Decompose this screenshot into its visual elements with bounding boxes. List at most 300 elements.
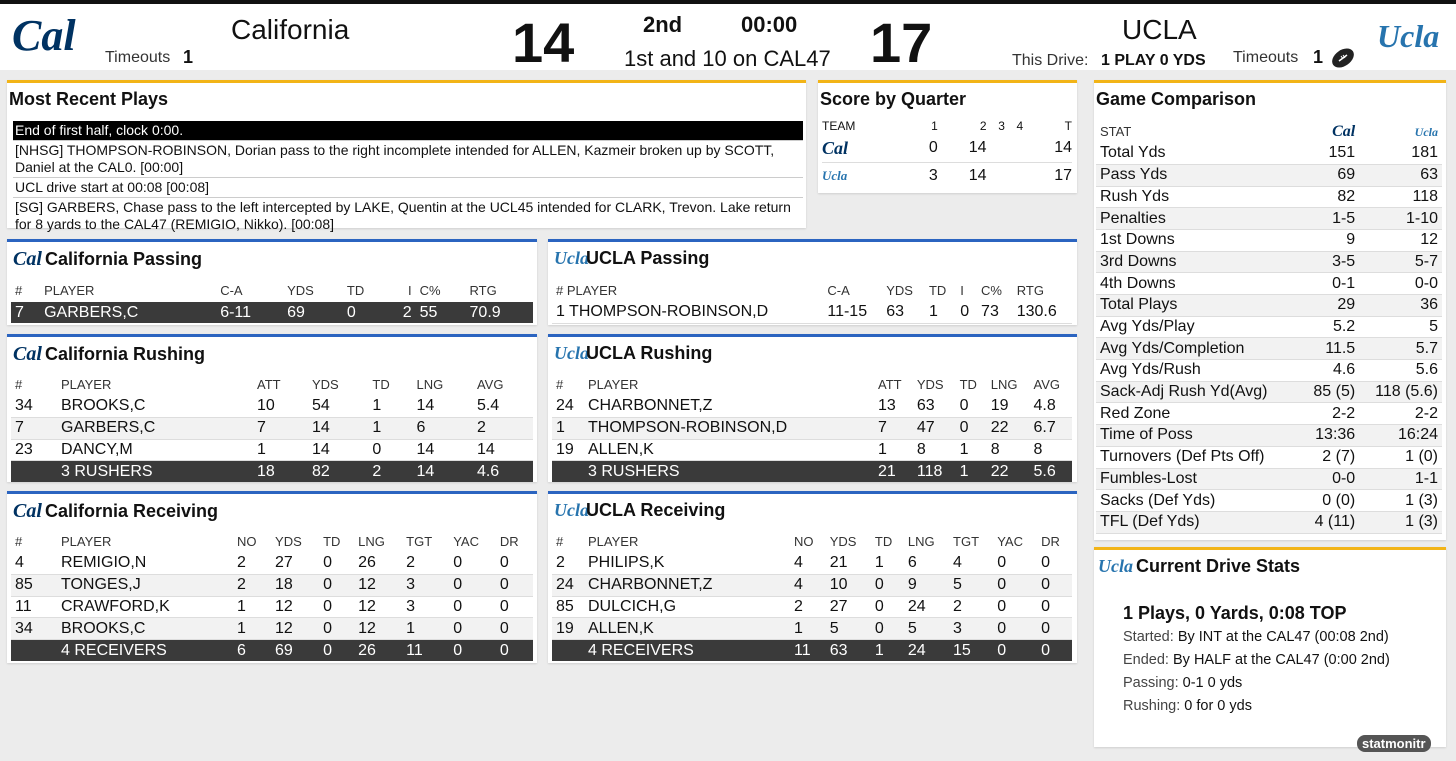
col-header: TGT — [953, 534, 980, 550]
stat-value: 2 (7) — [1301, 446, 1359, 468]
cal-logo: Cal — [13, 500, 42, 522]
cell: 63 — [826, 639, 871, 661]
col-header: PLAYER — [61, 534, 112, 550]
cell: 4 RECEIVERS — [57, 639, 233, 661]
cell: 85 — [552, 596, 584, 618]
col-header: AVG — [1033, 377, 1061, 393]
table-row — [552, 417, 1072, 439]
col-header: YDS — [275, 534, 302, 550]
stat-name: Avg Yds/Rush — [1096, 360, 1301, 382]
cell: 82 — [308, 461, 368, 483]
stat-value: 5.6 — [1359, 360, 1442, 382]
started-label: Started: — [1123, 629, 1174, 645]
col-header — [1359, 121, 1442, 143]
home-score: 17 — [870, 11, 933, 74]
comparison-row — [1096, 273, 1442, 295]
col-header: YDS — [287, 283, 314, 299]
cal-passing-title: California Passing — [45, 249, 203, 269]
cell — [552, 639, 584, 661]
cell: 6 — [904, 553, 949, 575]
q-cell — [1005, 162, 1023, 189]
ucla-passing-table — [552, 280, 1072, 324]
play-item: [NHSG] THOMPSON-ROBINSON, Dorian pass to the right incomplete intended for ALLEN, Kazmeir broken up by SCOTT, Daniel at the CAL0. [00:00] — [13, 141, 803, 178]
cell: 19 — [552, 618, 584, 640]
cell: 4 — [11, 553, 57, 575]
cell: 0 — [449, 596, 496, 618]
cell: 12 — [271, 596, 319, 618]
table-row — [11, 553, 533, 575]
drive-details — [1123, 600, 1441, 718]
cell: 73 — [977, 302, 1013, 324]
stat-value: 2-2 — [1301, 403, 1359, 425]
cal-receiving-table — [11, 531, 533, 661]
table-row — [11, 574, 533, 596]
stat-value: 16:24 — [1359, 425, 1442, 447]
stat-value: 0-0 — [1359, 273, 1442, 295]
col-header: RTG — [469, 283, 497, 299]
stat-value: 118 — [1359, 186, 1442, 208]
home-timeouts: 1 — [1313, 47, 1324, 67]
cell: 7 — [11, 417, 57, 439]
cell: 0 — [496, 618, 533, 640]
cell: 8 — [913, 439, 956, 461]
stat-value: 63 — [1359, 164, 1442, 186]
cell: 118 — [913, 461, 956, 483]
stat-value: 4.6 — [1301, 360, 1359, 382]
col-header: C-A — [220, 283, 243, 299]
cell — [552, 461, 584, 483]
cell: 0 — [956, 302, 977, 324]
stat-value: 36 — [1359, 295, 1442, 317]
col-header: TD — [323, 534, 341, 550]
stat-value: 5 — [1359, 316, 1442, 338]
score-by-quarter-panel — [818, 80, 1077, 193]
q-header: 4 — [1016, 119, 1024, 133]
q-header: 2 — [979, 119, 987, 133]
cell: 6.7 — [1030, 417, 1072, 439]
cal-logo: Cal — [13, 248, 42, 270]
game-clock: 00:00 — [741, 12, 798, 37]
cell: 0 — [993, 574, 1037, 596]
col-header: TD — [346, 283, 365, 299]
cell: 6-11 — [216, 302, 283, 324]
cell: 0 — [496, 553, 533, 575]
stat-value: 5.7 — [1359, 338, 1442, 360]
cal-rushing-table — [11, 374, 533, 482]
cell: 1 THOMPSON-ROBINSON,D — [552, 302, 823, 324]
stat-value: 0-1 — [1301, 273, 1359, 295]
stat-value: 151 — [1301, 143, 1359, 165]
cell: 2 — [949, 596, 993, 618]
cell: CRAWFORD,K — [57, 596, 233, 618]
comparison-row — [1096, 468, 1442, 490]
down-distance: 1st and 10 on CAL47 — [624, 46, 831, 71]
ucla-passing-panel — [548, 239, 1077, 325]
table-row — [552, 396, 1072, 418]
cell: BROOKS,C — [57, 396, 253, 418]
q-header: T — [1064, 119, 1072, 133]
cell: 0 — [956, 417, 987, 439]
cell: 0 — [1037, 553, 1072, 575]
play-item: End of first half, clock 0:00. — [13, 121, 803, 141]
comparison-row — [1096, 295, 1442, 317]
stat-value: 5-7 — [1359, 251, 1442, 273]
stat-value: 85 (5) — [1301, 381, 1359, 403]
cell: GARBERS,C — [40, 302, 216, 324]
cell: 0 — [1037, 639, 1072, 661]
cell: 0 — [993, 596, 1037, 618]
home-timeouts-label: Timeouts — [1233, 49, 1299, 66]
cell: 9 — [904, 574, 949, 596]
comparison-row — [1096, 425, 1442, 447]
stat-name: Penalties — [1096, 208, 1301, 230]
cell: 2 — [790, 596, 826, 618]
stat-header: STAT — [1100, 124, 1132, 140]
cell — [11, 639, 57, 661]
current-drive-title: Current Drive Stats — [1136, 556, 1301, 576]
cell: 18 — [271, 574, 319, 596]
cell: 27 — [271, 553, 319, 575]
table-row — [552, 302, 1072, 324]
cell: CHARBONNET,Z — [584, 396, 874, 418]
cell: 0 — [319, 618, 354, 640]
ucla-logo: Ucla — [554, 343, 589, 363]
cell: 15 — [949, 639, 993, 661]
rushing-value: 0 for 0 yds — [1184, 698, 1252, 714]
cell: 4.6 — [473, 461, 533, 483]
stat-value: 69 — [1301, 164, 1359, 186]
comparison-row — [1096, 229, 1442, 251]
stat-value: 0 (0) — [1301, 490, 1359, 512]
cell: 0 — [956, 396, 987, 418]
cell: 12 — [354, 618, 402, 640]
ucla-rushing-panel — [548, 334, 1077, 482]
cell: 14 — [308, 439, 368, 461]
col-header: # — [556, 534, 564, 550]
comparison-row — [1096, 360, 1442, 382]
cell: 0 — [449, 618, 496, 640]
cell: 5.6 — [1030, 461, 1072, 483]
cell: 24 — [904, 639, 949, 661]
comparison-row — [1096, 251, 1442, 273]
total-row — [552, 639, 1072, 661]
cell: 14 — [413, 439, 473, 461]
q-cell: 14 — [968, 139, 987, 157]
col-header: YAC — [453, 534, 479, 550]
cell: 14 — [413, 461, 473, 483]
col-header: RTG — [1016, 283, 1044, 299]
cell: DULCICH,G — [584, 596, 790, 618]
comparison-row — [1096, 208, 1442, 230]
cell: 34 — [11, 396, 57, 418]
started-value: By INT at the CAL47 (00:08 2nd) — [1177, 629, 1389, 645]
cell: 3 RUSHERS — [57, 461, 253, 483]
cell: ALLEN,K — [584, 618, 790, 640]
q-cell — [987, 162, 1005, 189]
stat-value: 2-2 — [1359, 403, 1442, 425]
cell: 22 — [987, 461, 1030, 483]
cell: ALLEN,K — [584, 439, 874, 461]
recent-plays-list — [13, 121, 803, 234]
stat-value: 11.5 — [1301, 338, 1359, 360]
cell: 2 — [368, 461, 412, 483]
current-drive-panel — [1094, 547, 1446, 747]
passing-value: 0-1 0 yds — [1182, 675, 1243, 691]
table-row — [11, 302, 533, 324]
cell: 21 — [874, 461, 913, 483]
stat-name: Avg Yds/Completion — [1096, 338, 1301, 360]
q-cell: 17 — [1054, 166, 1072, 184]
cell: 5 — [904, 618, 949, 640]
col-header: C% — [981, 283, 1002, 299]
cal-rushing-title: California Rushing — [45, 344, 206, 364]
cell: 4.8 — [1030, 396, 1072, 418]
cell: 1 — [233, 596, 271, 618]
col-header: TD — [928, 283, 947, 299]
cell: 69 — [283, 302, 343, 324]
cell: 10 — [826, 574, 871, 596]
col-header: # PLAYER — [556, 283, 618, 299]
cell: 0 — [368, 439, 412, 461]
cell: 0 — [1037, 618, 1072, 640]
stat-value: 1 (0) — [1359, 446, 1442, 468]
cell: 6 — [233, 639, 271, 661]
stat-value: 118 (5.6) — [1359, 381, 1442, 403]
comparison-row — [1096, 511, 1442, 533]
col-header: I — [408, 283, 412, 299]
cell: PHILIPS,K — [584, 553, 790, 575]
cal-logo: Cal — [12, 11, 76, 60]
cell: 26 — [354, 553, 402, 575]
ucla-logo: Ucla — [1414, 124, 1438, 139]
comparison-row — [1096, 186, 1442, 208]
cell: 55 — [416, 302, 466, 324]
col-header: AVG — [476, 377, 504, 393]
col-header — [1301, 121, 1359, 143]
cell: 6 — [413, 417, 473, 439]
cell: 1 — [925, 302, 956, 324]
cal-logo: Cal — [1332, 122, 1356, 140]
comparison-row — [1096, 316, 1442, 338]
stat-name: Time of Poss — [1096, 425, 1301, 447]
stat-name: Avg Yds/Play — [1096, 316, 1301, 338]
cell: GARBERS,C — [57, 417, 253, 439]
cell: 21 — [826, 553, 871, 575]
stat-name: Turnovers (Def Pts Off) — [1096, 446, 1301, 468]
cell: 18 — [253, 461, 308, 483]
stat-name: Red Zone — [1096, 403, 1301, 425]
cell: 0 — [319, 574, 354, 596]
cell: 4 RECEIVERS — [584, 639, 790, 661]
ucla-logo: Ucla — [554, 248, 589, 268]
q-cell: 0 — [928, 139, 938, 157]
cell: 13 — [874, 396, 913, 418]
table-row — [11, 618, 533, 640]
stat-value: 1 (3) — [1359, 490, 1442, 512]
col-header: TD — [372, 377, 390, 393]
q-cell: 14 — [968, 166, 987, 184]
cell: 4 — [949, 553, 993, 575]
cell: 47 — [913, 417, 956, 439]
cell: 1 — [233, 618, 271, 640]
cell: 11-15 — [823, 302, 882, 324]
away-team-name: California — [231, 14, 350, 45]
cell: BROOKS,C — [57, 618, 233, 640]
cell: 0 — [496, 596, 533, 618]
cal-passing-panel — [7, 239, 537, 325]
cell: 0 — [449, 639, 496, 661]
stat-name: 4th Downs — [1096, 273, 1301, 295]
col-header: TGT — [406, 534, 433, 550]
cell: 14 — [413, 396, 473, 418]
cell — [11, 461, 57, 483]
cal-receiving-title: California Receiving — [45, 501, 219, 521]
cell: 0 — [343, 302, 387, 324]
cell: 5.4 — [473, 396, 533, 418]
game-comparison-panel — [1094, 80, 1446, 540]
cell: 1 — [871, 639, 904, 661]
table-row — [552, 574, 1072, 596]
stat-value: 1-1 — [1359, 468, 1442, 490]
stat-value: 29 — [1301, 295, 1359, 317]
scoreboard — [0, 0, 1456, 74]
cell: 12 — [271, 618, 319, 640]
ucla-receiving-table — [552, 531, 1072, 661]
score-by-quarter-title: Score by Quarter — [820, 89, 967, 109]
table-row — [822, 135, 1072, 162]
cell: 1 — [253, 439, 308, 461]
cell: 85 — [11, 574, 57, 596]
cell: 26 — [354, 639, 402, 661]
cell: 11 — [11, 596, 57, 618]
cell: 27 — [826, 596, 871, 618]
cell: 0 — [993, 639, 1037, 661]
q-header: 1 — [931, 119, 938, 133]
cell: 5 — [826, 618, 871, 640]
cell: 2 — [233, 553, 271, 575]
cell: 63 — [882, 302, 925, 324]
cell: REMIGIO,N — [57, 553, 233, 575]
stat-value: 0-0 — [1301, 468, 1359, 490]
cell: 19 — [987, 396, 1030, 418]
cell: 1 — [402, 618, 449, 640]
cell: 19 — [552, 439, 584, 461]
cell: TONGES,J — [57, 574, 233, 596]
this-drive-label: This Drive: — [1012, 52, 1089, 69]
table-row — [552, 618, 1072, 640]
cell: 23 — [11, 439, 57, 461]
stat-name: 3rd Downs — [1096, 251, 1301, 273]
col-header: TD — [959, 377, 977, 393]
table-row — [11, 396, 533, 418]
col-header: PLAYER — [588, 534, 639, 550]
stat-value: 181 — [1359, 143, 1442, 165]
away-timeouts-label: Timeouts — [105, 49, 171, 66]
cell: 0 — [496, 639, 533, 661]
cal-rushing-panel — [7, 334, 537, 482]
col-header: YDS — [916, 377, 944, 393]
col-header: YDS — [886, 283, 913, 299]
col-header: LNG — [990, 377, 1018, 393]
ucla-receiving-title: UCLA Receiving — [586, 500, 726, 520]
stat-value: 82 — [1301, 186, 1359, 208]
col-header: PLAYER — [588, 377, 639, 393]
q-cell — [1005, 135, 1023, 162]
comparison-row — [1096, 490, 1442, 512]
cell: 1 — [874, 439, 913, 461]
total-row — [11, 461, 533, 483]
cell: 0 — [319, 553, 354, 575]
cell: 0 — [993, 618, 1037, 640]
stat-value: 1-5 — [1301, 208, 1359, 230]
stat-value: 4 (11) — [1301, 511, 1359, 533]
ended-label: Ended: — [1123, 652, 1169, 668]
passing-label: Passing: — [1123, 675, 1179, 691]
cell: 10 — [253, 396, 308, 418]
stat-name: Sack-Adj Rush Yd(Avg) — [1096, 381, 1301, 403]
stat-value: 9 — [1301, 229, 1359, 251]
col-header: TD — [874, 534, 893, 550]
comparison-row — [1096, 446, 1442, 468]
cell: DANCY,M — [57, 439, 253, 461]
cell: 0 — [871, 596, 904, 618]
cell: 8 — [987, 439, 1030, 461]
cell: 8 — [1030, 439, 1072, 461]
cell: 2 — [473, 417, 533, 439]
q-cell: 3 — [928, 166, 938, 184]
cell: 12 — [354, 596, 402, 618]
stat-value: 13:36 — [1301, 425, 1359, 447]
cell: 24 — [552, 574, 584, 596]
rushing-label: Rushing: — [1123, 698, 1181, 714]
stat-name: Total Plays — [1096, 295, 1301, 317]
play-item: [SG] GARBERS, Chase pass to the left intercepted by LAKE, Quentin at the UCL45 intended for CLARK, Trevon. Lake return for 8 yards to the CAL47 (REMIGIO, Nikko). [00:08] — [15, 199, 791, 232]
cell: 3 — [402, 596, 449, 618]
cell: 0 — [319, 596, 354, 618]
table-row — [11, 439, 533, 461]
cell: 22 — [987, 417, 1030, 439]
cell: 24 — [904, 596, 949, 618]
cell: 1 — [956, 461, 987, 483]
cell: 2 — [402, 553, 449, 575]
cell: 4 — [790, 553, 826, 575]
cell: 1 — [368, 417, 412, 439]
stat-name: TFL (Def Yds) — [1096, 511, 1301, 533]
cell: 0 — [1037, 574, 1072, 596]
col-header: # — [15, 377, 23, 393]
cell: 0 — [1037, 596, 1072, 618]
q-header: TEAM — [822, 119, 856, 133]
col-header: ATT — [257, 377, 281, 393]
col-header: YDS — [829, 534, 857, 550]
cell: 1 — [368, 396, 412, 418]
table-row — [552, 596, 1072, 618]
recent-plays-title: Most Recent Plays — [9, 89, 169, 109]
cell: 5 — [949, 574, 993, 596]
stat-name: Rush Yds — [1096, 186, 1301, 208]
ucla-rushing-title: UCLA Rushing — [586, 343, 713, 363]
comparison-row — [1096, 143, 1442, 165]
table-row — [552, 553, 1072, 575]
ucla-logo: Ucla — [1098, 556, 1133, 576]
comparison-table — [1096, 121, 1442, 534]
cell: 14 — [308, 417, 368, 439]
comparison-row — [1096, 338, 1442, 360]
ucla-passing-title: UCLA Passing — [586, 248, 710, 268]
cell: 11 — [790, 639, 826, 661]
cell: 70.9 — [466, 302, 533, 324]
cell: 0 — [449, 553, 496, 575]
